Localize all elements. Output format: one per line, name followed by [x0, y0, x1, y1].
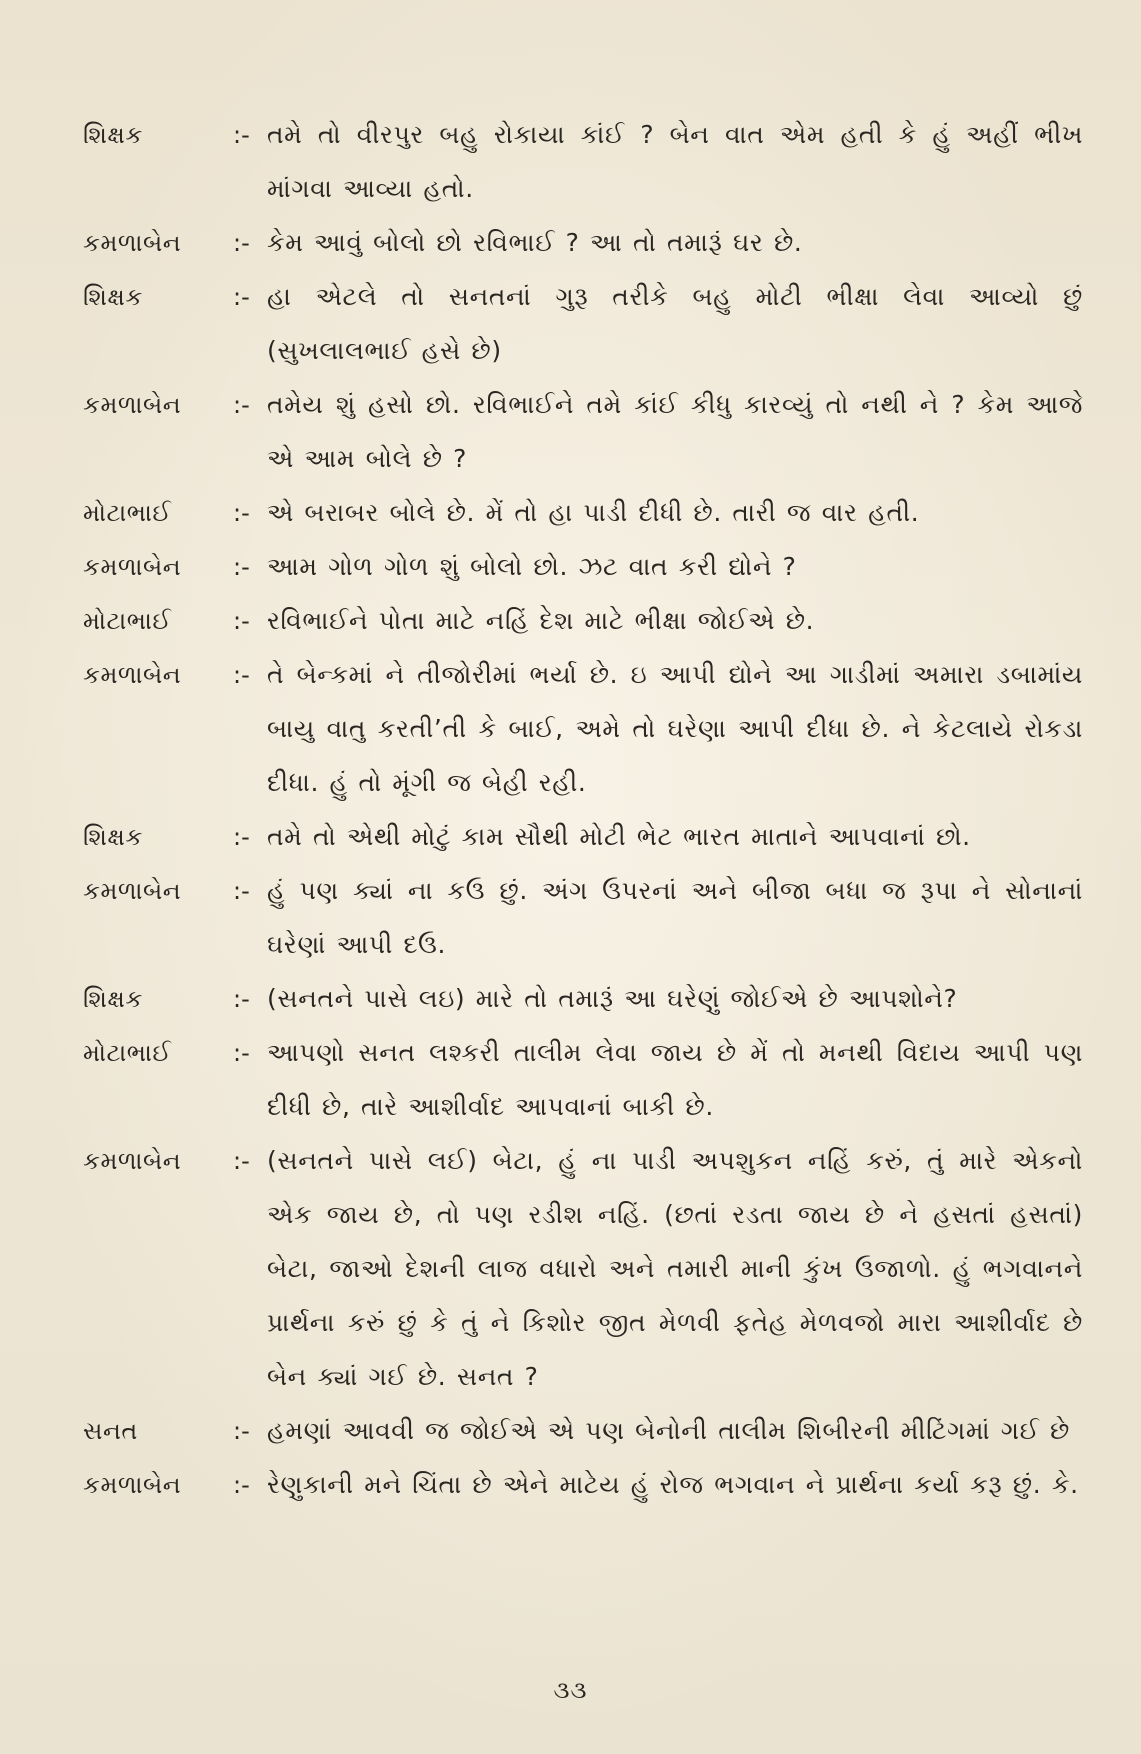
dialogue-text: રવિભાઈને પોતા માટે નહિં દેશ માટે ભીક્ષા જોઈએ છે. [267, 606, 815, 635]
speaker-name: કમળાબેન [83, 877, 182, 905]
speaker-name: શિક્ષક [83, 985, 143, 1013]
dialogue-text: હમણાં આવવી જ જોઈએ એ પણ બેનોની તાલીમ શિબીરની મીટિંગમાં ગઈ છે [267, 1416, 1070, 1445]
speaker-separator: :- [233, 607, 250, 635]
dialogue-text: તે બેન્કમાં ને તીજોરીમાં ભર્યા છે. ઇ આપી દ્યોને આ ગાડીમાં અમારા ડબામાંય બાયુ વાતુ કરતી’તી કે બાઈ, અમે તો ઘરેણા આપી દીધા છે. ને કેટલાયે રોકડા દીધા. હું તો મૂંગી જ બેહી રહી. [267, 660, 1083, 797]
speaker-separator: :- [233, 553, 250, 581]
speaker-separator: :- [233, 499, 250, 527]
speaker-name: કમળાબેન [83, 553, 182, 581]
speaker-name: મોટાભાઈ [83, 1039, 172, 1067]
speaker-separator: :- [233, 1471, 250, 1499]
dialogue-line [83, 270, 1083, 378]
dialogue-block [83, 108, 1083, 1512]
dialogue-text: હું પણ ક્યાં ના કઉ છું. અંગ ઉપરનાં અને બીજા બધા જ રૂપા ને સોનાનાં ઘરેણાં આપી દઉ. [267, 876, 1083, 959]
dialogue-text: (સનતને પાસે લઈ) બેટા, હું ના પાડી અપશુકન નહિં કરું, તું મારે એકનો એક જાય છે, તો પણ રડીશ નહિં. (છતાં રડતા જાય છે ને હસતાં હસતાં) બેટા, જાઓ દેશની લાજ વધારો અને તમારી માની કુંખ ઉજાળો. હું ભગવાનને પ્રાર્થના કરું છું કે તું ને કિશોર જીત મેળવી ફતેહ મેળવજો મારા આશીર્વાદ છે બેન ક્યાં ગઈ છે. સનત ? [267, 1146, 1083, 1391]
dialogue-line [83, 216, 1083, 270]
speaker-name: શિક્ષક [83, 823, 143, 851]
speaker-separator: :- [233, 985, 250, 1013]
speaker-separator: :- [233, 229, 250, 257]
speaker-separator: :- [233, 1417, 250, 1445]
speaker-separator: :- [233, 283, 250, 311]
speaker-name: કમળાબેન [83, 391, 182, 419]
speaker-name: મોટાભાઈ [83, 499, 172, 527]
dialogue-text: આમ ગોળ ગોળ શું બોલો છો. ઝટ વાત કરી દ્યોને ? [267, 552, 797, 581]
dialogue-text: તમેય શું હસો છો. રવિભાઈને તમે કાંઈ કીધુ કારવ્યું તો નથી ને ? કેમ આજે એ આમ બોલે છે ? [267, 390, 1083, 473]
speaker-name: કમળાબેન [83, 1147, 182, 1175]
dialogue-line [83, 1026, 1083, 1134]
speaker-separator: :- [233, 661, 250, 689]
page-number: ૩૩ [553, 1676, 588, 1704]
dialogue-line [83, 864, 1083, 972]
speaker-name: શિક્ષક [83, 283, 143, 311]
dialogue-text: આપણો સનત લશ્કરી તાલીમ લેવા જાય છે મેં તો મનથી વિદાય આપી પણ દીધી છે, તારે આશીર્વાદ આપવાનાં બાકી છે. [267, 1038, 1083, 1121]
dialogue-line [83, 1404, 1083, 1458]
speaker-name: શિક્ષક [83, 121, 143, 149]
dialogue-line [83, 648, 1083, 810]
dialogue-text: હા એટલે તો સનતનાં ગુરૂ તરીકે બહુ મોટી ભીક્ષા લેવા આવ્યો છું (સુખલાલભાઈ હસે છે) [267, 282, 1083, 365]
dialogue-line [83, 540, 1083, 594]
dialogue-line [83, 378, 1083, 486]
dialogue-text: કેમ આવું બોલો છો રવિભાઈ ? આ તો તમારૂં ઘર છે. [267, 228, 803, 257]
dialogue-line [83, 486, 1083, 540]
speaker-separator: :- [233, 823, 250, 851]
dialogue-line [83, 810, 1083, 864]
speaker-separator: :- [233, 121, 250, 149]
speaker-separator: :- [233, 877, 250, 905]
dialogue-text: એ બરાબર બોલે છે. મેં તો હા પાડી દીધી છે. તારી જ વાર હતી. [267, 498, 920, 527]
dialogue-text: રેણુકાની મને ચિંતા છે એને માટેય હું રોજ ભગવાન ને પ્રાર્થના કર્યા કરૂ છું. કે. [267, 1470, 1079, 1499]
dialogue-line [83, 972, 1083, 1026]
dialogue-text: (સનતને પાસે લઇ) મારે તો તમારૂં આ ઘરેણું જોઈએ છે આપશોને? [267, 984, 958, 1013]
dialogue-text: તમે તો એથી મોટું કામ સૌથી મોટી ભેટ ભારત માતાને આપવાનાં છો. [267, 822, 971, 851]
speaker-separator: :- [233, 1147, 250, 1175]
speaker-name: સનત [83, 1417, 138, 1445]
dialogue-text: તમે તો વીરપુર બહુ રોકાયા કાંઈ ? બેન વાત એમ હતી કે હું અહીં ભીખ માંગવા આવ્યા હતો. [267, 120, 1083, 203]
speaker-name: કમળાબેન [83, 229, 182, 257]
dialogue-line [83, 594, 1083, 648]
dialogue-line [83, 1458, 1083, 1512]
dialogue-line [83, 108, 1083, 216]
speaker-name: મોટાભાઈ [83, 607, 172, 635]
speaker-name: કમળાબેન [83, 661, 182, 689]
speaker-separator: :- [233, 1039, 250, 1067]
dialogue-line [83, 1134, 1083, 1404]
speaker-name: કમળાબેન [83, 1471, 182, 1499]
speaker-separator: :- [233, 391, 250, 419]
